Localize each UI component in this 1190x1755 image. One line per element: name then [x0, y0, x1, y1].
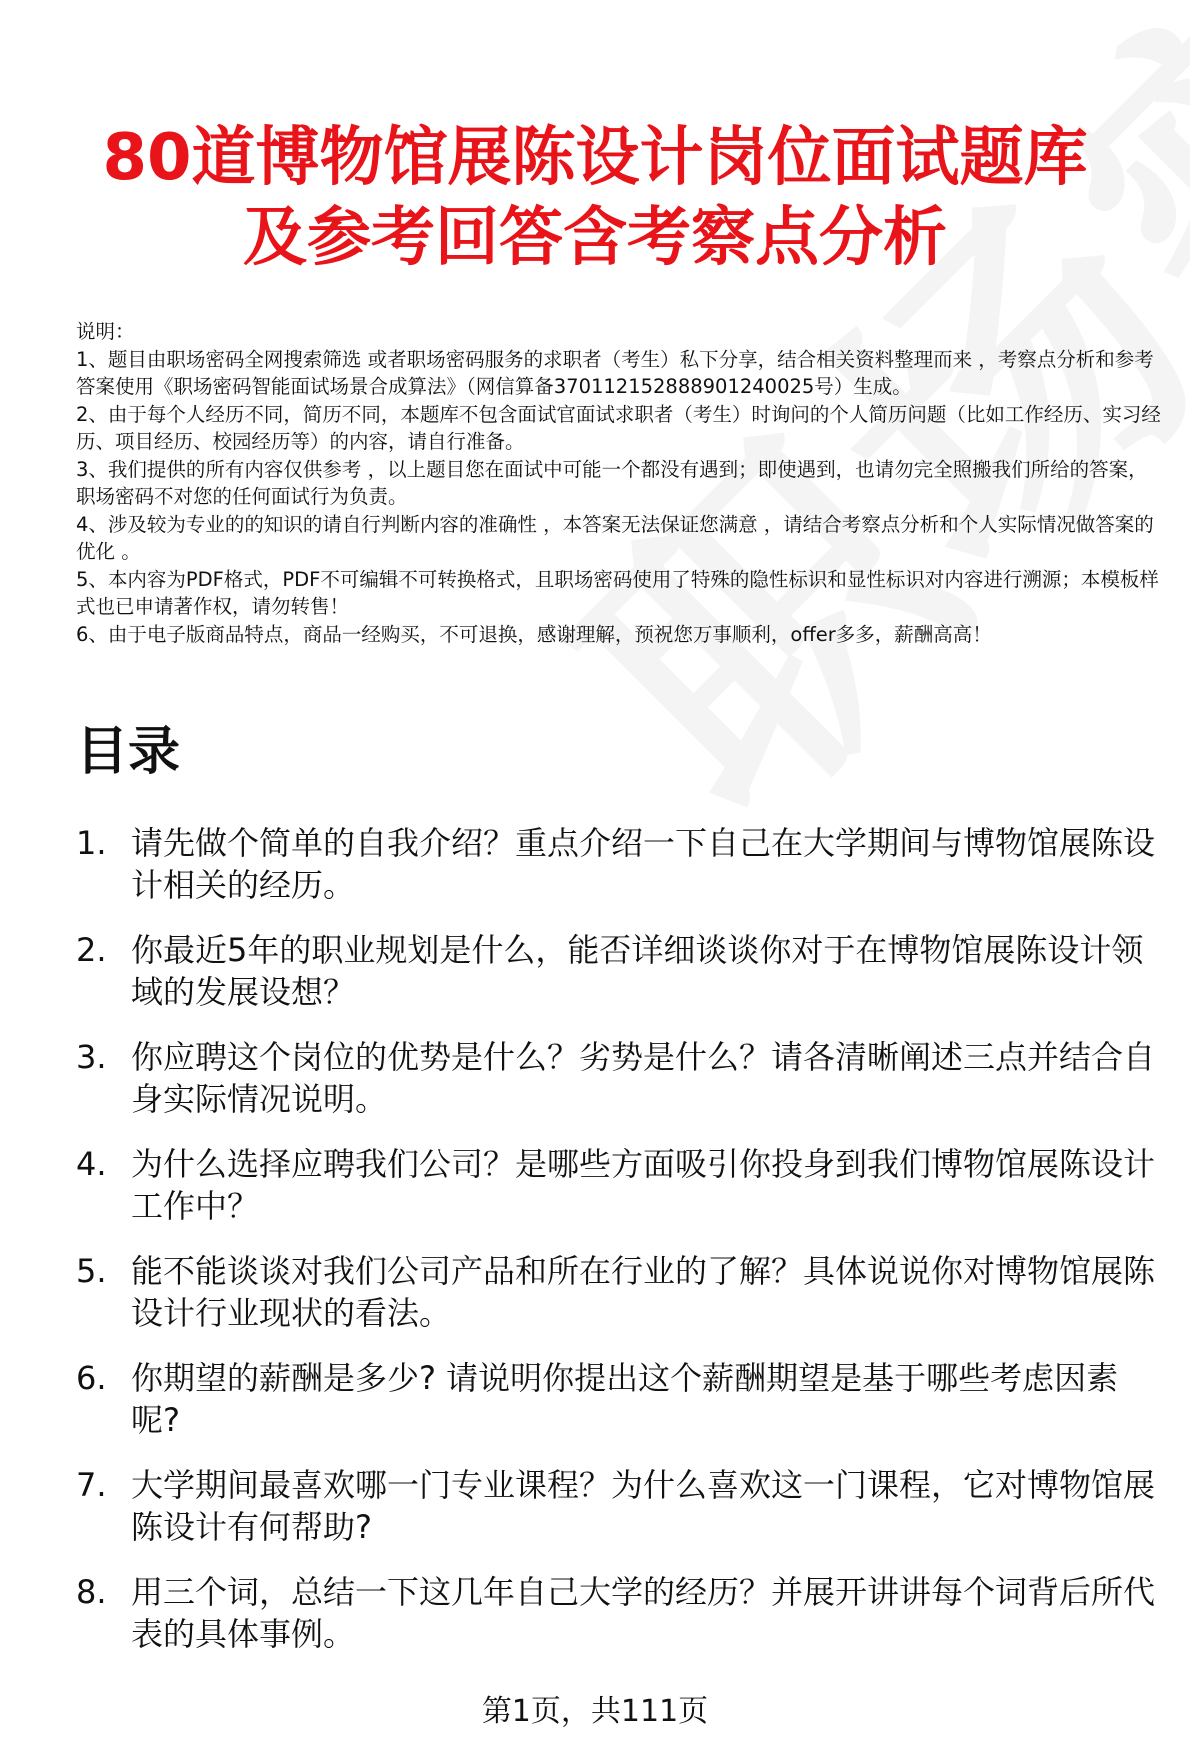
instruction-item: 5、本内容为PDF格式，PDF不可编辑不可转换格式，且职场密码使用了特殊的隐性标识和显性标识对内容进行溯源；本模板样式也已申请著作权，请勿转售！ [76, 567, 1159, 618]
instruction-item: 2、由于每个人经历不同，简历不同，本题库不包含面试官面试求职者（考生）时询问的个人简历问题（比如工作经历、实习经历、项目经历、校园经历等）的内容，请自行准备。 [76, 402, 1161, 453]
title-line-1: 80道博物馆展陈设计岗位面试题库 [102, 121, 1088, 195]
toc-item-text: 你应聘这个岗位的优势是什么？劣势是什么？请各清晰阐述三点并结合自身实际情况说明。 [131, 1038, 1156, 1118]
instructions-section [76, 318, 1166, 648]
instruction-item: 3、我们提供的所有内容仅供参考 ，以上题目您在面试中可能一个都没有遇到；即使遇到，也请勿完全照搬我们所给的答案，职场密码不对您的任何面试行为负责。 [76, 457, 1148, 508]
toc-item[interactable] [76, 1250, 1166, 1334]
toc-item[interactable] [76, 1464, 1166, 1548]
toc-item[interactable] [76, 1143, 1166, 1227]
instruction-item: 1、题目由职场密码全网搜索筛选 或者职场密码服务的求职者（考生）私下分享，结合相关资料整理而来 ，考察点分析和参考答案使用《职场密码智能面试场景合成算法》（网信算备370112152888901240025号）生成。 [76, 347, 1154, 398]
toc-item-number: 4. [76, 1145, 107, 1183]
toc-item-number: 2. [76, 931, 107, 969]
toc-item-text: 能不能谈谈对我们公司产品和所在行业的了解？具体说说你对博物馆展陈设计行业现状的看法。 [131, 1252, 1156, 1332]
toc-item-number: 6. [76, 1359, 107, 1397]
document-title [60, 118, 1130, 278]
instruction-item: 6、由于电子版商品特点，商品一经购买，不可退换，感谢理解，预祝您万事顺利，offer多多，薪酬高高！ [76, 622, 992, 646]
toc-item-text: 你最近5年的职业规划是什么，能否详细谈谈你对于在博物馆展陈设计领域的发展设想？ [131, 931, 1144, 1011]
toc-item-text: 用三个词，总结一下这几年自己大学的经历？并展开讲讲每个词背后所代表的具体事例。 [131, 1573, 1156, 1653]
toc-item-text: 请先做个简单的自我介绍？重点介绍一下自己在大学期间与博物馆展陈设计相关的经历。 [131, 824, 1156, 904]
toc-item-number: 5. [76, 1252, 107, 1290]
toc-item-number: 1. [76, 824, 107, 862]
toc-item[interactable] [76, 822, 1166, 906]
page-number: 第1页，共111页 [481, 1694, 709, 1729]
toc-item-text: 大学期间最喜欢哪一门专业课程？为什么喜欢这一门课程，它对博物馆展陈设计有何帮助? [131, 1466, 1156, 1546]
toc-item[interactable] [76, 929, 1166, 1013]
toc-heading: 目录 [76, 722, 181, 782]
instructions-heading: 说明： [76, 320, 135, 343]
toc-item-text: 为什么选择应聘我们公司？是哪些方面吸引你投身到我们博物馆展陈设计工作中？ [131, 1145, 1156, 1225]
toc-item-number: 8. [76, 1573, 107, 1611]
toc-list [76, 822, 1166, 1678]
title-line-2: 及参考回答含考察点分析 [243, 201, 947, 275]
instruction-item: 4、涉及较为专业的的知识的请自行判断内容的准确性 ，本答案无法保证您满意 ，请结合考察点分析和个人实际情况做答案的优化 。 [76, 512, 1154, 563]
toc-item[interactable] [76, 1357, 1166, 1441]
toc-item[interactable] [76, 1571, 1166, 1655]
toc-item[interactable] [76, 1036, 1166, 1120]
toc-item-text: 你期望的薪酬是多少? 请说明你提出这个薪酬期望是基于哪些考虑因素呢? [131, 1359, 1119, 1439]
toc-item-number: 3. [76, 1038, 107, 1076]
toc-item-number: 7. [76, 1466, 107, 1504]
